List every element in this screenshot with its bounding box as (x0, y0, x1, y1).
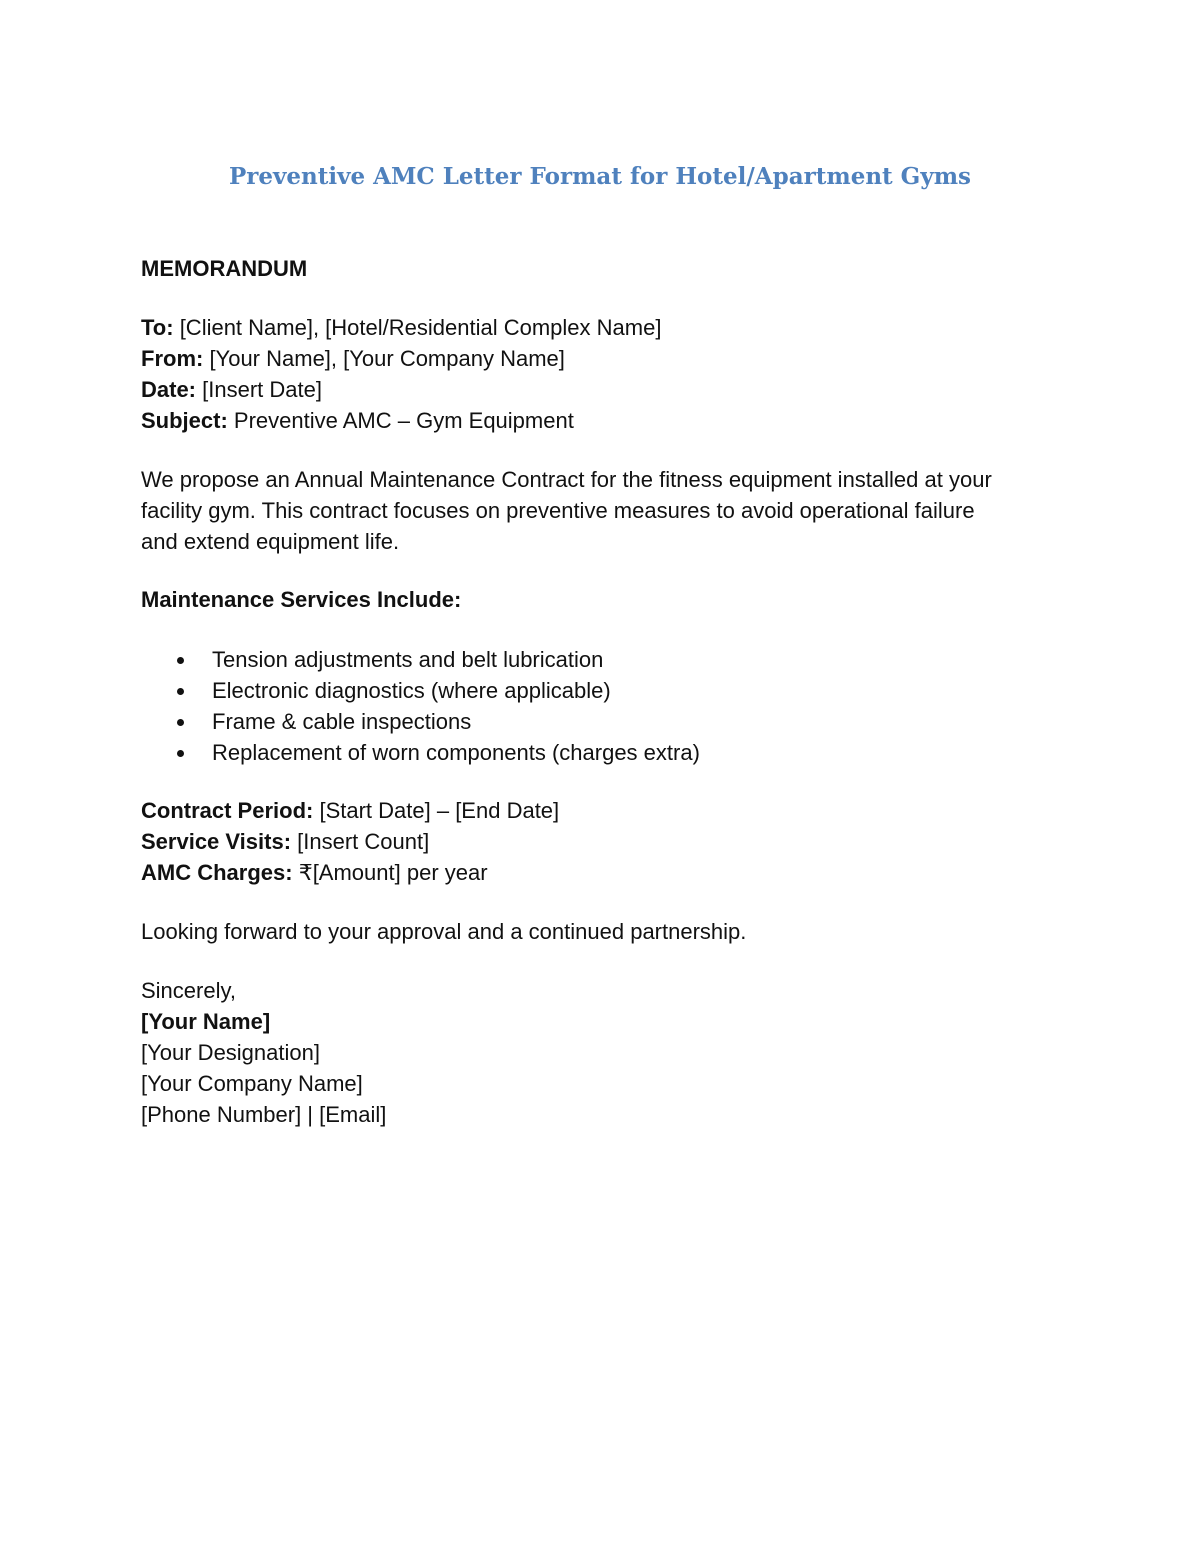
amc-charges-label: AMC Charges: (141, 860, 293, 885)
service-visits-line (141, 826, 1071, 857)
to-line (141, 312, 1071, 343)
list-item (141, 644, 1041, 675)
signature-block (141, 975, 1071, 1130)
from-label: From: (141, 346, 204, 371)
bullet-icon (177, 688, 184, 695)
subject-line (141, 405, 1071, 436)
services-heading: Maintenance Services Include: (141, 587, 462, 612)
intro-paragraph (141, 464, 1071, 557)
memo-header-fields (141, 312, 1071, 436)
bullet-icon (177, 719, 184, 726)
contract-period-line (141, 795, 1071, 826)
list-item (141, 706, 1041, 737)
contract-period-label: Contract Period: (141, 798, 314, 823)
to-value: [Client Name], [Hotel/Residential Complex Name] (173, 315, 662, 340)
intro-line-3: and extend equipment life. (141, 529, 400, 554)
from-value: [Your Name], [Your Company Name] (203, 346, 565, 371)
contract-fields (141, 795, 1071, 888)
from-line (141, 343, 1071, 374)
memo-heading: MEMORANDUM (141, 256, 308, 281)
bullet-icon (177, 657, 184, 664)
service-visits-label: Service Visits: (141, 829, 292, 854)
service-item-label: Electronic diagnostics (where applicable) (212, 678, 611, 703)
amc-charges-value: ₹[Amount] per year (292, 860, 488, 885)
memo-heading-block (141, 253, 1071, 284)
subject-value: Preventive AMC – Gym Equipment (227, 408, 574, 433)
list-item (141, 675, 1041, 706)
service-visits-value: [Insert Count] (291, 829, 430, 854)
to-label: To: (141, 315, 174, 340)
date-line (141, 374, 1071, 405)
salutation: Sincerely, (141, 978, 236, 1003)
signer-designation: [Your Designation] (141, 1040, 320, 1065)
signer-company: [Your Company Name] (141, 1071, 363, 1096)
document-title: Preventive AMC Letter Format for Hotel/Apartment Gyms (229, 163, 971, 190)
service-item-label: Tension adjustments and belt lubrication (212, 647, 604, 672)
date-value: [Insert Date] (196, 377, 322, 402)
signer-contact: [Phone Number] | [Email] (141, 1102, 387, 1127)
closing-line: Looking forward to your approval and a continued partnership. (141, 919, 747, 944)
services-list (141, 644, 1041, 768)
subject-label: Subject: (141, 408, 228, 433)
service-item-label: Replacement of worn components (charges extra) (212, 740, 700, 765)
service-item-label: Frame & cable inspections (212, 709, 472, 734)
closing-paragraph (141, 916, 1071, 947)
list-item (141, 737, 1041, 768)
contract-period-value: [Start Date] – [End Date] (313, 798, 560, 823)
date-label: Date: (141, 377, 197, 402)
signer-name: [Your Name] (141, 1009, 271, 1034)
bullet-icon (177, 750, 184, 757)
services-heading-block (141, 584, 1071, 615)
intro-line-2: facility gym. This contract focuses on preventive measures to avoid operational failure (141, 498, 975, 523)
amc-charges-line (141, 857, 1071, 888)
intro-line-1: We propose an Annual Maintenance Contract for the fitness equipment installed at your (141, 467, 992, 492)
